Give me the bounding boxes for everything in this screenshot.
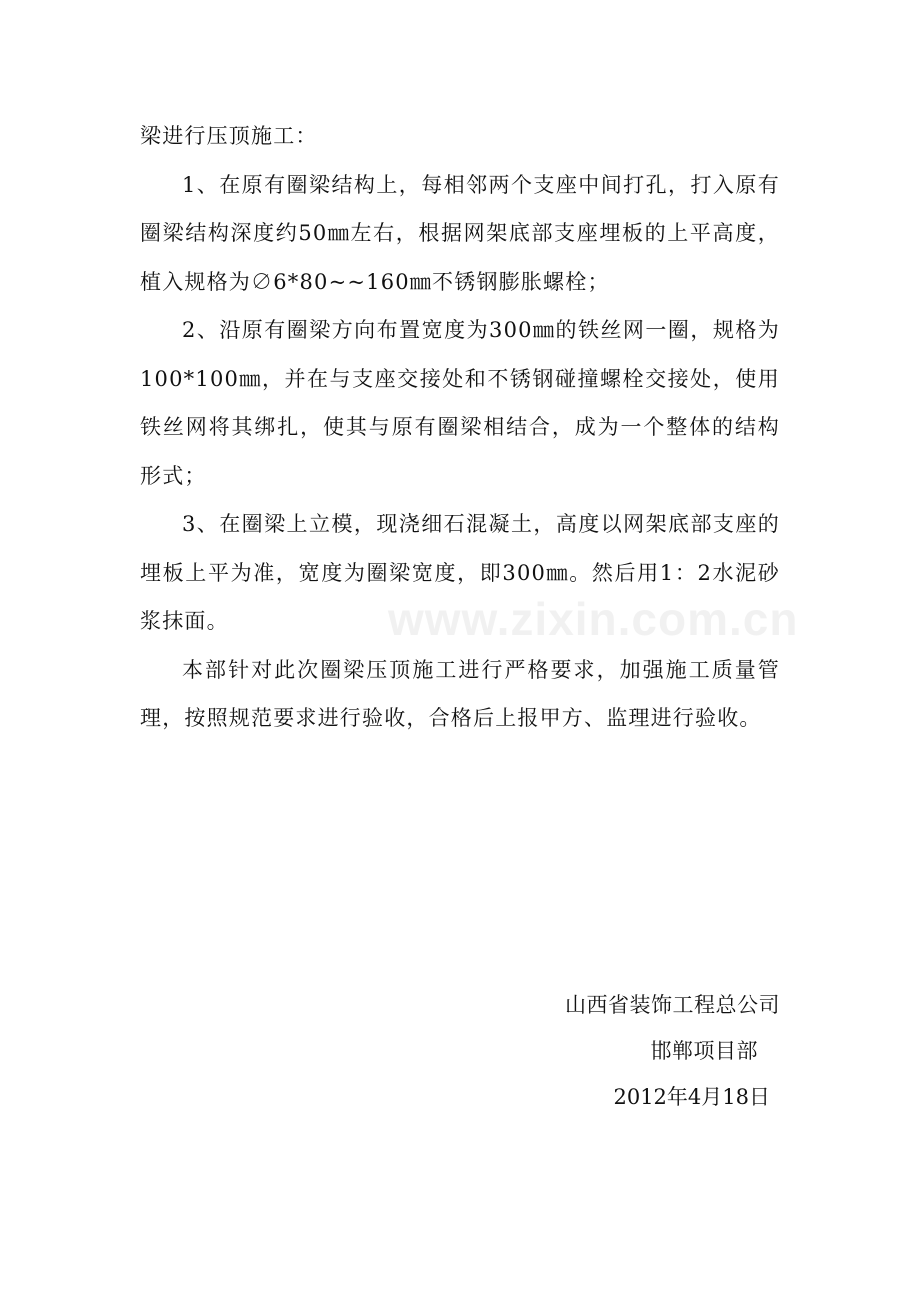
signature-block (460, 982, 780, 1120)
document-body (140, 112, 780, 743)
signature-company: 山西省装饰工程总公司 (565, 993, 780, 1017)
paragraph-step-2: 2、沿原有圈梁方向布置宽度为300㎜的铁丝网一圈，规格为100*100㎜，并在与支座交接处和不锈钢碰撞螺栓交接处，使用铁丝网将其绑扎，使其与原有圈梁相结合，成为一个整体的结构形式； (140, 318, 780, 488)
signature-department: 邯郸项目部 (650, 1039, 758, 1063)
paragraph-step-3: 3、在圈梁上立模，现浇细石混凝土，高度以网架底部支座的埋板上平为准，宽度为圈梁宽度，即300㎜。然后用1：2水泥砂浆抹面。 (140, 512, 780, 633)
signature-date: 2012年4月18日 (613, 1085, 770, 1109)
paragraph-conclusion: 本部针对此次圈梁压顶施工进行严格要求，加强施工质量管理，按照规范要求进行验收，合格后上报甲方、监理进行验收。 (140, 657, 780, 730)
paragraph-step-1: 1、在原有圈梁结构上，每相邻两个支座中间打孔，打入原有圈梁结构深度约50㎜左右，根据网架底部支座埋板的上平高度，植入规格为∅6*80~~160㎜不锈钢膨胀螺栓； (140, 172, 780, 294)
paragraph-intro: 梁进行压顶施工： (140, 124, 318, 148)
watermark-text: www.zixin.com.cn (388, 593, 799, 645)
